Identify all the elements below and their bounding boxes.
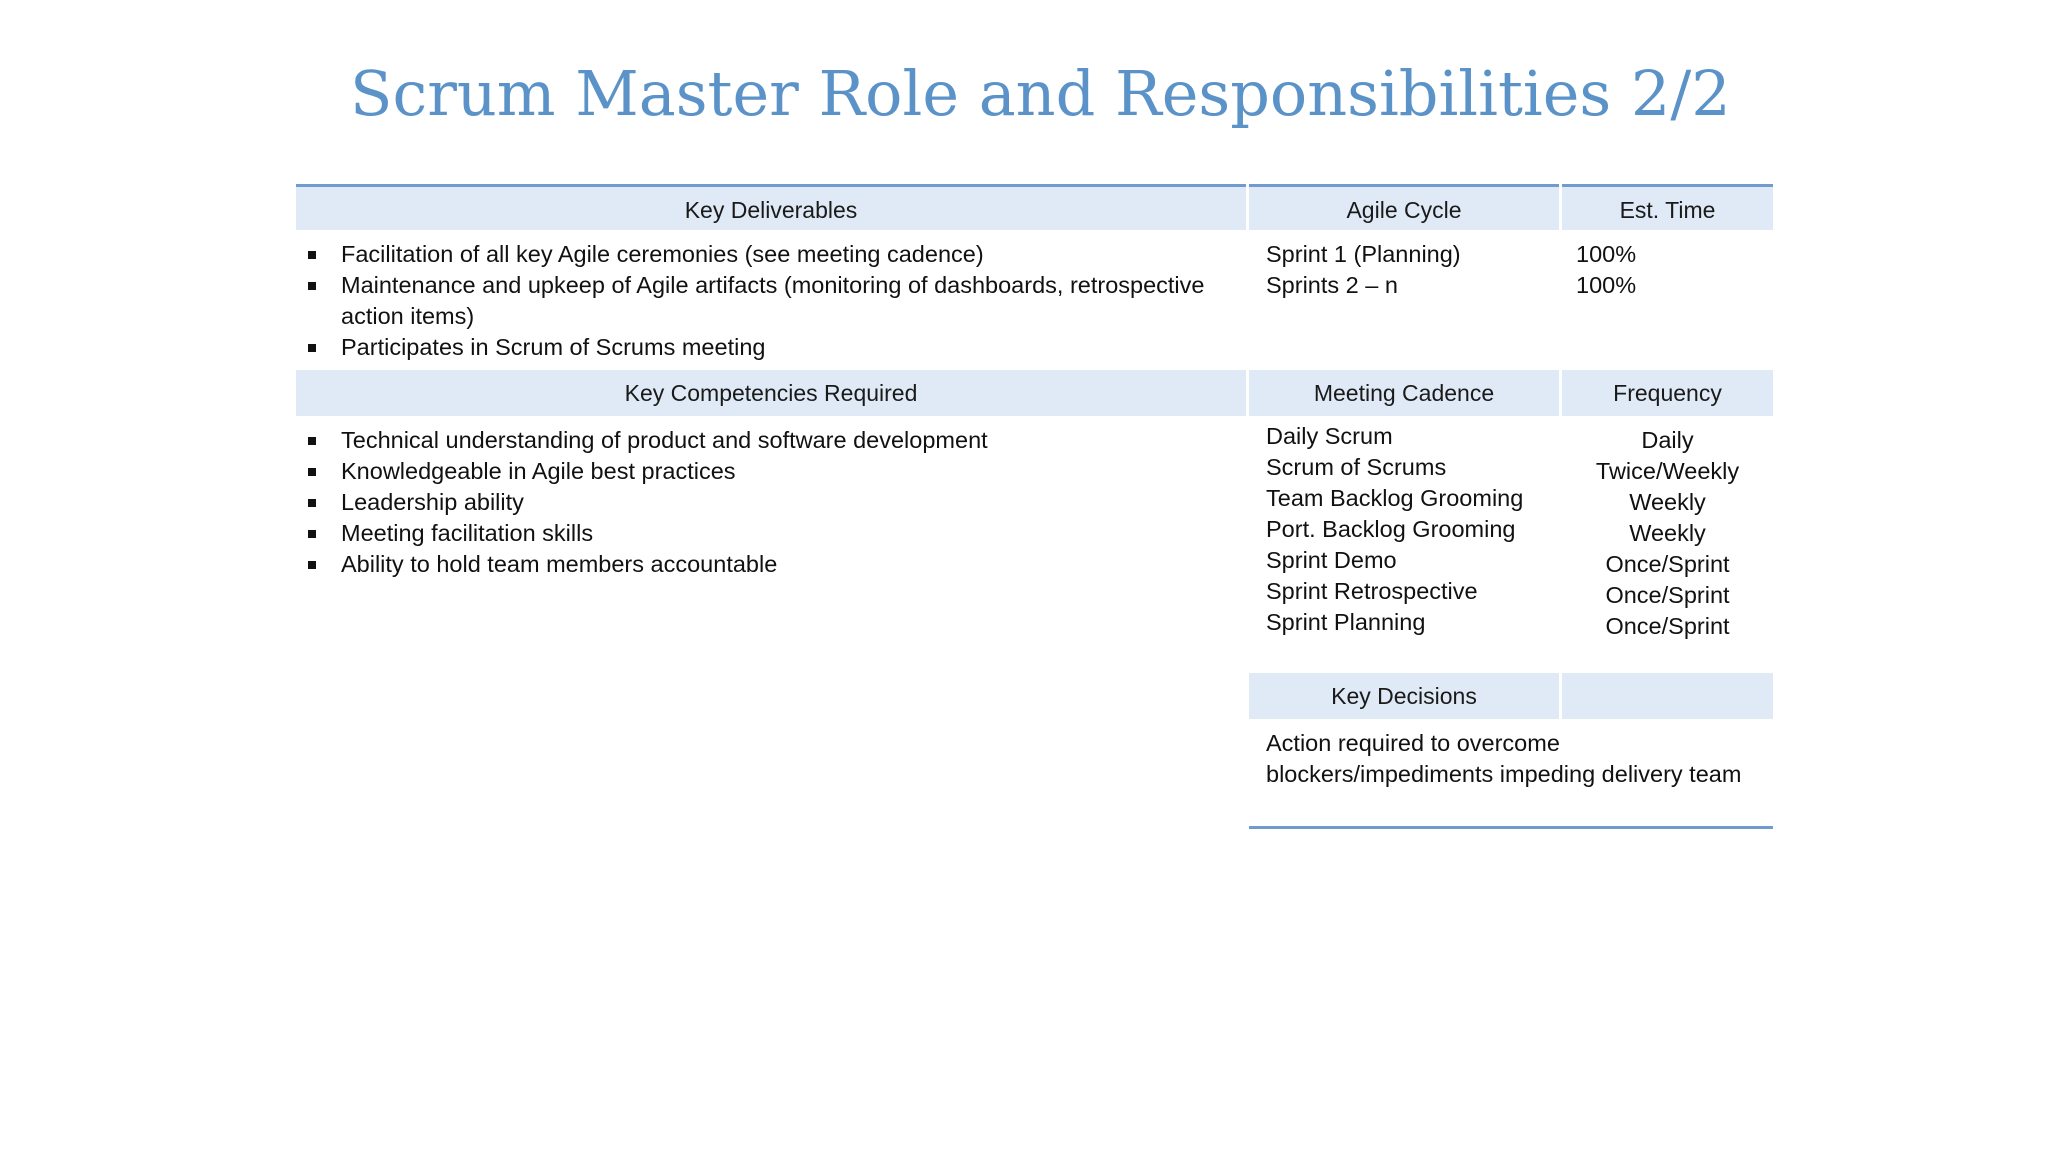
key-deliverables-list	[296, 239, 1236, 363]
frequency-item: Once/Sprint	[1605, 582, 1730, 608]
frequency-item: Once/Sprint	[1605, 613, 1730, 639]
key-decisions-line: blockers/impediments impeding delivery team	[1266, 761, 1742, 787]
key-competencies-header-label: Key Competencies Required	[624, 380, 918, 406]
meeting-item: Sprint Retrospective	[1266, 578, 1478, 604]
frequency-item: Weekly	[1629, 489, 1706, 515]
key-deliverables-header-label: Key Deliverables	[684, 197, 858, 223]
list-item: Facilitation of all key Agile ceremonies (see meeting cadence)	[296, 239, 1236, 270]
meeting-item: Team Backlog Grooming	[1266, 485, 1524, 511]
est-time-header	[1562, 184, 1773, 230]
frequency-header	[1562, 370, 1773, 416]
meeting-cadence-header-label: Meeting Cadence	[1313, 380, 1495, 406]
list-item: Maintenance and upkeep of Agile artifacts (monitoring of dashboards, retrospective action items)	[296, 270, 1236, 332]
slide-title: Scrum Master Role and Responsibilities 2/2	[350, 57, 1731, 130]
meeting-item: Port. Backlog Grooming	[1266, 516, 1516, 542]
agile-cycle-header-label: Agile Cycle	[1346, 197, 1462, 223]
list-item: Knowledgeable in Agile best practices	[296, 456, 1236, 487]
est-time-list	[1576, 239, 1766, 301]
agile-cycle-item: Sprint 1 (Planning)	[1266, 241, 1461, 267]
meeting-cadence-list	[1266, 421, 1556, 638]
key-competencies-list	[296, 425, 1236, 580]
key-decisions-header	[1249, 673, 1559, 719]
list-item: Technical understanding of product and software development	[296, 425, 1236, 456]
est-time-header-label: Est. Time	[1619, 197, 1716, 223]
key-competencies-header	[296, 370, 1246, 416]
list-item: Leadership ability	[296, 487, 1236, 518]
meeting-item: Sprint Planning	[1266, 609, 1426, 635]
frequency-list	[1562, 425, 1773, 642]
key-deliverables-header	[296, 184, 1246, 230]
table-bottom-rule	[1249, 826, 1773, 829]
key-decisions-header-label: Key Decisions	[1331, 683, 1477, 709]
frequency-item: Twice/Weekly	[1595, 458, 1740, 484]
frequency-item: Daily	[1641, 427, 1694, 453]
frequency-item: Once/Sprint	[1605, 551, 1730, 577]
frequency-item: Weekly	[1629, 520, 1706, 546]
key-decisions-header-blank	[1562, 673, 1773, 719]
agile-cycle-item: Sprints 2 – n	[1266, 272, 1398, 298]
list-item: Participates in Scrum of Scrums meeting	[296, 332, 1236, 363]
meeting-item: Daily Scrum	[1266, 423, 1393, 449]
key-decisions-text	[1266, 728, 1766, 790]
meeting-cadence-header	[1249, 370, 1559, 416]
list-item: Ability to hold team members accountable	[296, 549, 1236, 580]
frequency-header-label: Frequency	[1613, 380, 1722, 406]
est-time-item: 100%	[1576, 272, 1637, 298]
meeting-item: Sprint Demo	[1266, 547, 1397, 573]
agile-cycle-list	[1266, 239, 1556, 301]
list-item: Meeting facilitation skills	[296, 518, 1236, 549]
agile-cycle-header	[1249, 184, 1559, 230]
key-decisions-line: Action required to overcome	[1266, 730, 1560, 756]
est-time-item: 100%	[1576, 241, 1637, 267]
meeting-item: Scrum of Scrums	[1266, 454, 1447, 480]
